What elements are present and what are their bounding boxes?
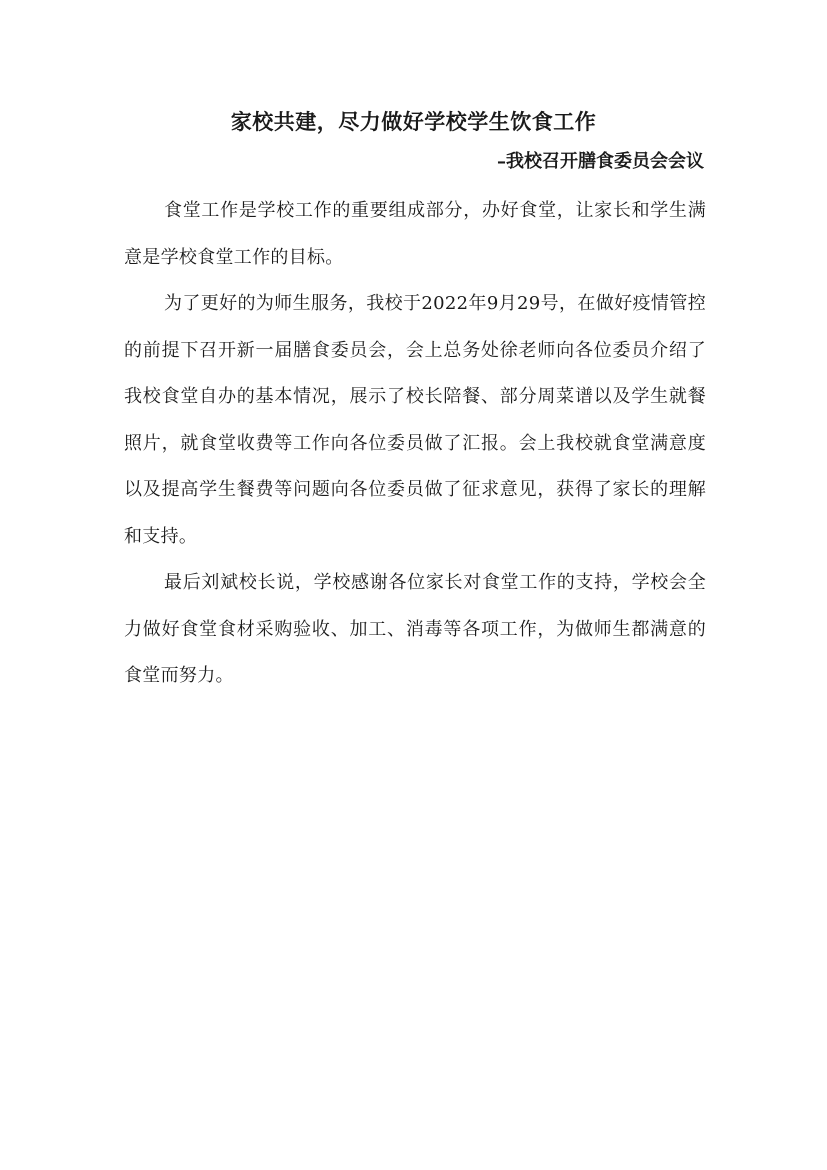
document-title: 家校共建，尽力做好学校学生饮食工作: [230, 109, 597, 134]
paragraph-3: 最后刘斌校长说，学校感谢各位家长对食堂工作的支持，学校会全力做好食堂食材采购验收、加工、消毒等各项工作，为做师生都满意的食堂而努力。: [124, 572, 706, 686]
document-body: [124, 188, 706, 700]
paragraph-1: 食堂工作是学校工作的重要组成部分，办好食堂，让家长和学生满意是学校食堂工作的目标。: [124, 200, 706, 268]
paragraph-2: 为了更好的为师生服务，我校于2022年9月29号，在做好疫情管控的前提下召开新一届膳食委员会，会上总务处徐老师向各位委员介绍了我校食堂自办的基本情况，展示了校长陪餐、部分周菜谱以及学生就餐照片，就食堂收费等工作向各位委员做了汇报。会上我校就食堂满意度以及提高学生餐费等问题向各位委员做了征求意见，获得了家长的理解和支持。: [124, 293, 706, 547]
document-subtitle: –我校召开膳食委员会会议: [497, 151, 704, 172]
